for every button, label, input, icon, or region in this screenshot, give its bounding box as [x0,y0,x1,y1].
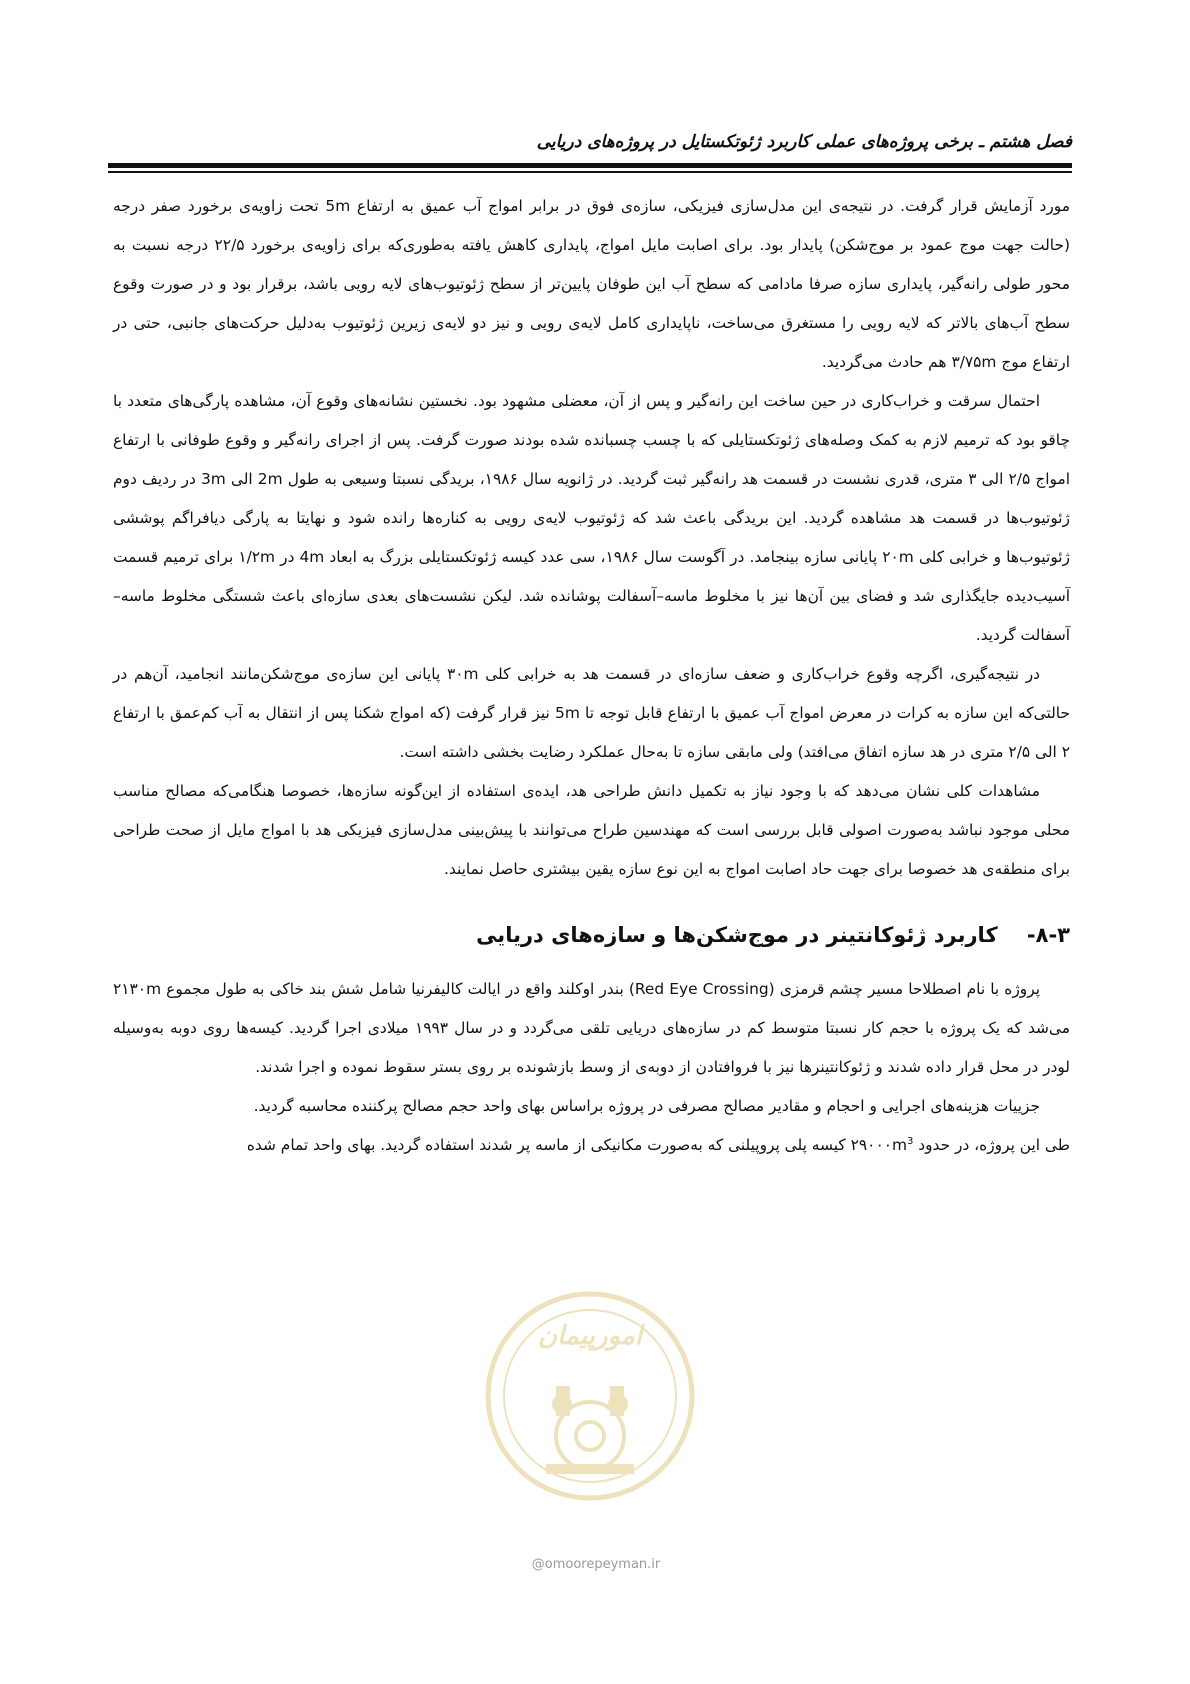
paragraph-5: پروژه با نام اصطلاحا مسیر چشم قرمزی (Red Eye Crossing) بندر اوکلند واقع در ایالت کالیفرنیا شامل شش بند خاکی به طول مجموع ۲۱۳۰m می‌شد که یک پروژه با حجم کار نسبتا متوسط کم در سازه‌های دریایی تلقی می‌گردد و در سال ۱۹۹۳ میلادی اجرا گردید. کیسه‌ها روی دوبه به‌وسیله لودر در محل قرار داده شدند و ژئوکانتینرها نیز با فروافتادن از دوبه‌ی از وسط بازشونده بر روی بستر سقوط نموده و اجرا شدند. [113,980,1070,1076]
cubic-superscript: 3 [906,1135,914,1147]
header-rule-thin [108,171,1072,173]
paragraph-7-before: طی این پروژه، در حدود ۲۹۰۰۰m [850,1136,1070,1154]
watermark-logo [480,1286,700,1506]
section-title: کاربرد ژئوکانتینر در موج‌شکن‌ها و سازه‌های دریایی [476,923,998,947]
paragraph-7 [113,1126,1070,1165]
paragraph-6: جزییات هزینه‌های اجرایی و احجام و مقادیر مصالح مصرفی در پروژه براساس بهای واحد حجم مصالح پرکننده محاسبه گردید. [253,1097,1040,1115]
watermark-url: @omoorepeyman.ir [531,1557,661,1572]
body-text [113,187,1070,1165]
watermark-text: امورپیمان [537,1321,643,1351]
paragraph-7-after: کیسه پلی پروپیلنی که به‌صورت مکانیکی از ماسه پر شدند استفاده گردید. بهای واحد تمام شده [246,1136,851,1154]
paragraph-2: احتمال سرقت و خراب‌کاری در حین ساخت این رانه‌گیر و پس از آن، معضلی مشهود بود. نخستین نشانه‌های وقوع آن، مشاهده پارگی‌های متعدد با چاقو بود که ترمیم لازم به کمک وصله‌های ژئوتکستایلی که با چسب چسبانده شده بودند صورت گرفت. پس از اجرای رانه‌گیر و وقوع طوفانی با ارتفاع امواج ۲/۵ الی ۳ متری، قدری نشست در قسمت هد رانه‌گیر ثبت گردید. در ژانویه سال ۱۹۸۶، بریدگی نسبتا وسیعی به طول 2m الی 3m در ردیف دوم ژئوتیوب‌ها در قسمت هد مشاهده گردید. این بریدگی باعث شد که ژئوتیوب لایه‌ی رویی به کناره‌ها رانده شود و نهایتا به پارگی دیافراگم پوششی ژئوتیوب‌ها و خرابی کلی ۲۰m پایانی سازه بینجامد. در آگوست سال ۱۹۸۶، سی عدد کیسه ژئوتکستایلی بزرگ به ابعاد 4m در ۱/۲m برای ترمیم قسمت آسیب‌دیده جایگذاری شد و فضای بین آن‌ها نیز با مخلوط ماسه–آسفالت پوشانده شد. لیکن نشست‌های بعدی سازه‌ای باعث شستگی مخلوط ماسه–آسفالت گردید. [113,392,1071,644]
paragraph-1: مورد آزمایش قرار گرفت. در نتیجه‌ی این مدل‌سازی فیزیکی، سازه‌ی فوق در برابر امواج آب عمیق به ارتفاع 5m تحت زاویه‌ی برخورد صفر درجه (حالت جهت موج عمود بر موج‌شکن) پایدار بود. برای اصابت مایل امواج، پایداری کاهش یافته به‌طوری‌که برای زاویه‌ی برخورد ۲۲/۵ درجه نسبت به محور طولی رانه‌گیر، پایداری سازه صرفا مادامی که سطح آب این طوفان پایین‌تر از سطح ژئوتیوب‌های لایه رویی باشد، برقرار بود و در صورت وقوع سطح آب‌های بالاتر که لایه رویی را مستغرق می‌ساخت، ناپایداری کامل لایه‌ی رویی و نیز دو لایه‌ی زیرین ژئوتیوب به‌دلیل حرکت‌های جانبی، حتی در ارتفاع موج ۳/۷۵m هم حادث می‌گردید. [113,197,1070,371]
section-heading [113,901,1070,970]
paragraph-4: مشاهدات کلی نشان می‌دهد که با وجود نیاز به تکمیل دانش طراحی هد، ایده‌ی استفاده از این‌گونه سازه‌ها، خصوصا هنگامی‌که مصالح مناسب محلی موجود نباشد به‌صورت اصولی قابل بررسی است که مهندسین طراح می‌توانند با پیش‌بینی مدل‌سازی فیزیکی هد با امواج مایل از صحت طراحی برای منطقه‌ی هد خصوصا برای جهت حاد اصابت امواج به این نوع سازه یقین بیشتری حاصل نمایند. [113,782,1070,878]
section-number: ۸-۳- [1026,923,1070,947]
running-header: فصل هشتم ـ برخی پروژه‌های عملی کاربرد ژئوتکستایل در پروژه‌های دریایی [536,132,1072,152]
paragraph-3: در نتیجه‌گیری، اگرچه وقوع خراب‌کاری و ضعف سازه‌ای در قسمت هد به خرابی کلی ۳۰m پایانی این سازه‌ی موج‌شکن‌مانند انجامید، آن‌هم در حالتی‌که این سازه به کرات در معرض امواج آب عمیق با ارتفاع قابل توجه تا 5m نیز قرار گرفت (که امواج شکنا پس از انتقال به آب کم‌عمق با ارتفاع ۲ الی ۲/۵ متری در هد سازه اتفاق می‌افتد) ولی مابقی سازه تا به‌حال عملکرد رضایت بخشی داشته است. [113,665,1070,761]
header-rule-thick [108,163,1072,168]
